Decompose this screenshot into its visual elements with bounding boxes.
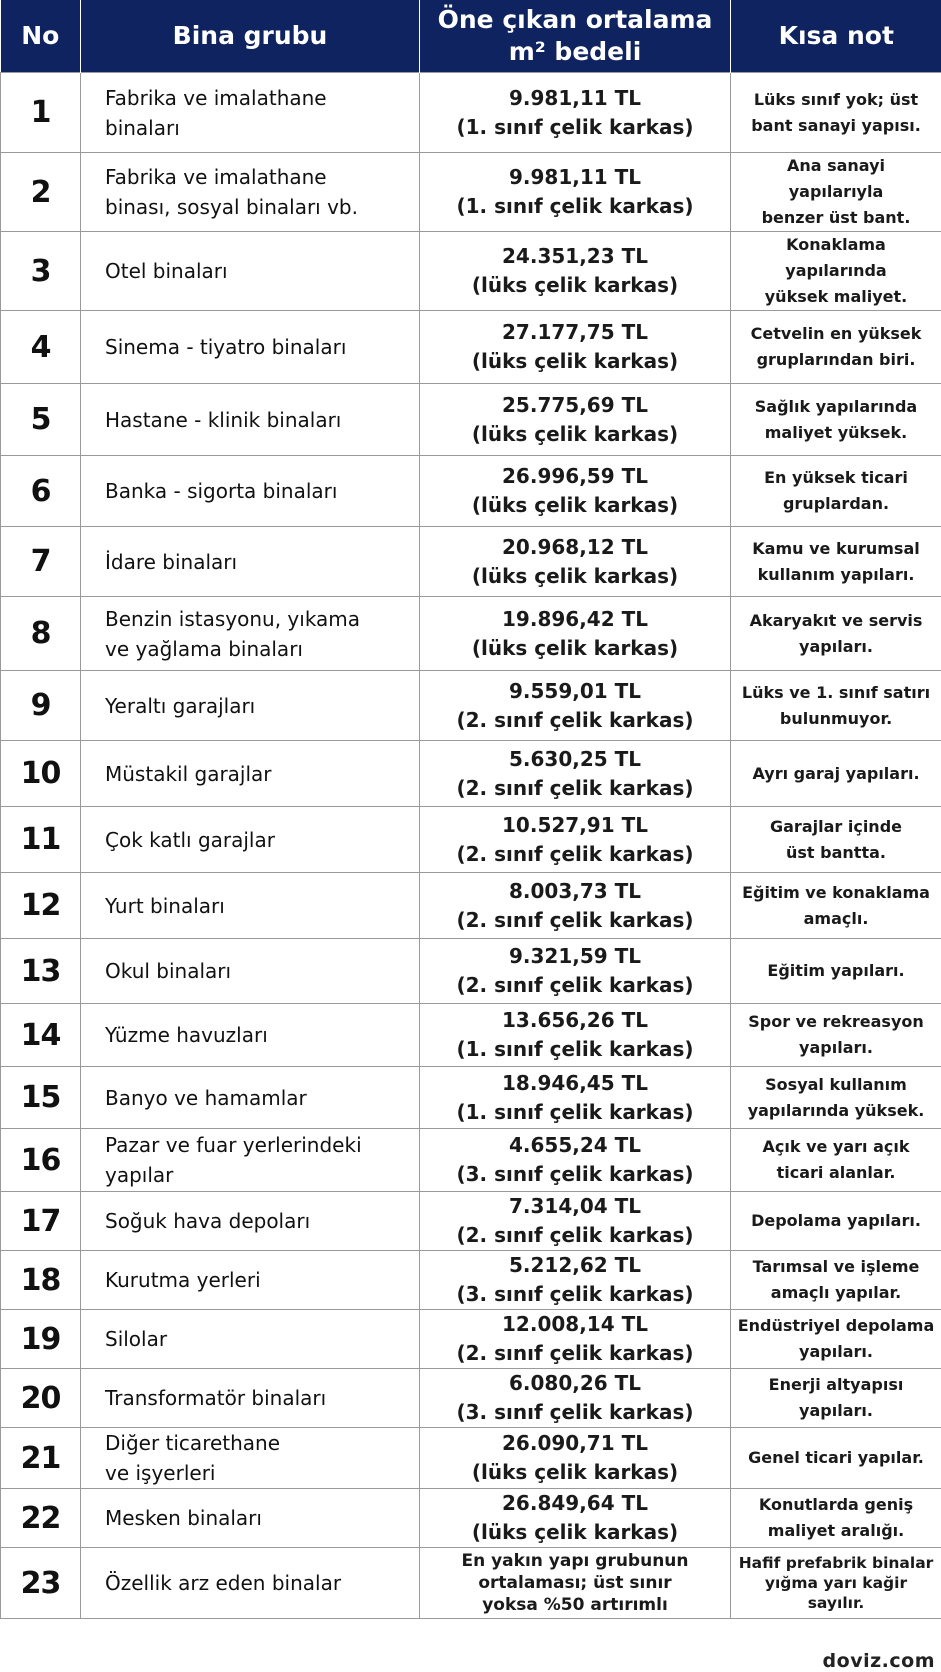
average-cost (420, 1548, 731, 1619)
building-group-text: Müstakil garajlar (105, 761, 272, 786)
short-note-text: Kamu ve kurumsal kullanım yapıları. (752, 538, 920, 584)
average-cost-text: 4.655,24 TL (3. sınıf çelik karkas) (456, 1133, 694, 1186)
short-note-text: Ana sanayi yapılarıyla benzer üst bant. (761, 156, 911, 227)
average-cost-text: 5.212,62 TL (3. sınıf çelik karkas) (456, 1253, 694, 1306)
row-number-text: 3 (30, 253, 51, 289)
short-note-text: Sağlık yapılarında maliyet yüksek. (754, 396, 918, 442)
row-number-text: 14 (20, 1017, 61, 1053)
average-cost (420, 807, 731, 873)
average-cost (420, 671, 731, 741)
average-cost-text: 18.946,45 TL (1. sınıf çelik karkas) (456, 1070, 694, 1124)
average-cost-text: 10.527,91 TL (2. sınıf çelik karkas) (456, 812, 694, 866)
row-number-text: 13 (20, 953, 61, 989)
table-row (1, 153, 941, 232)
average-cost-text: 20.968,12 TL (lüks çelik karkas) (471, 534, 679, 588)
short-note (731, 873, 941, 939)
table-body (1, 73, 941, 1619)
row-number (1, 1369, 81, 1428)
short-note (731, 1129, 941, 1192)
building-group-text: Yeraltı garajları (105, 693, 256, 718)
table-header-row (1, 0, 941, 73)
table-row (1, 671, 941, 741)
row-number (1, 873, 81, 939)
table-row (1, 311, 941, 384)
short-note-text: Genel ticari yapılar. (748, 1448, 924, 1467)
row-number (1, 1251, 81, 1310)
row-number (1, 1428, 81, 1489)
average-cost-text: 7.314,04 TL (2. sınıf çelik karkas) (456, 1194, 694, 1247)
building-group (81, 232, 420, 311)
building-group (81, 527, 420, 597)
average-cost-text: 9.981,11 TL (1. sınıf çelik karkas) (456, 85, 694, 139)
short-note (731, 153, 941, 232)
building-group-text: Hastane - klinik binaları (105, 407, 342, 432)
short-note (731, 1067, 941, 1129)
short-note-text: Garajlar içinde üst bantta. (770, 816, 902, 862)
row-number (1, 807, 81, 873)
average-cost-text: 5.630,25 TL (2. sınıf çelik karkas) (456, 746, 694, 800)
row-number (1, 153, 81, 232)
average-cost (420, 73, 731, 153)
average-cost-text: 8.003,73 TL (2. sınıf çelik karkas) (456, 878, 694, 932)
row-number (1, 527, 81, 597)
row-number-text: 20 (20, 1380, 61, 1416)
table-row (1, 384, 941, 456)
row-number (1, 671, 81, 741)
table-row (1, 1251, 941, 1310)
average-cost (420, 232, 731, 311)
short-note (731, 73, 941, 153)
average-cost (420, 384, 731, 456)
short-note (731, 1004, 941, 1067)
table-row (1, 597, 941, 671)
building-group-text: Sinema - tiyatro binaları (105, 335, 347, 359)
table-row (1, 1067, 941, 1129)
short-note (731, 939, 941, 1004)
short-note-text: Tarımsal ve işleme amaçlı yapılar. (752, 1257, 920, 1302)
building-group-text: Silolar (105, 1327, 168, 1351)
building-group (81, 1129, 420, 1192)
table-row (1, 873, 941, 939)
short-note-text: Akaryakıt ve servis yapıları. (749, 610, 923, 656)
table-row (1, 1129, 941, 1192)
row-number (1, 311, 81, 384)
short-note-text: Eğitim ve konaklama amaçlı. (742, 882, 930, 928)
short-note (731, 456, 941, 527)
average-cost (420, 1129, 731, 1192)
row-number-text: 7 (30, 544, 51, 579)
short-note-text: Ayrı garaj yapıları. (752, 763, 920, 783)
average-cost-text: 9.559,01 TL (2. sınıf çelik karkas) (456, 678, 694, 732)
row-number-text: 6 (30, 473, 51, 509)
average-cost (420, 1369, 731, 1428)
row-number (1, 456, 81, 527)
building-group (81, 1548, 420, 1619)
table-row (1, 1548, 941, 1619)
building-group (81, 1192, 420, 1251)
row-number-text: 1 (30, 95, 51, 130)
building-group (81, 1251, 420, 1310)
short-note (731, 1192, 941, 1251)
row-number-text: 18 (20, 1262, 61, 1298)
header-note: Kısa not (731, 0, 941, 73)
row-number (1, 73, 81, 153)
building-group (81, 1004, 420, 1067)
row-number-text: 4 (30, 329, 51, 365)
short-note-text: Açık ve yarı açık ticari alanlar. (762, 1137, 910, 1182)
row-number-text: 19 (20, 1321, 61, 1357)
building-group-text: Çok katlı garajlar (105, 827, 275, 852)
short-note (731, 671, 941, 741)
row-number (1, 1548, 81, 1619)
row-number (1, 741, 81, 807)
average-cost (420, 1489, 731, 1548)
row-number (1, 1310, 81, 1369)
average-cost (420, 527, 731, 597)
average-cost-text: 27.177,75 TL (lüks çelik karkas) (471, 320, 679, 373)
row-number-text: 16 (20, 1142, 61, 1178)
row-number-text: 9 (30, 688, 51, 723)
table-row (1, 1369, 941, 1428)
table-row (1, 939, 941, 1004)
table-row (1, 232, 941, 311)
average-cost (420, 1192, 731, 1251)
row-number (1, 1004, 81, 1067)
average-cost-text: En yakın yapı grubunun ortalaması; üst sınır yoksa %50 artırımlı (461, 1551, 689, 1615)
average-cost (420, 597, 731, 671)
row-number (1, 232, 81, 311)
average-cost-text: 9.981,11 TL (1. sınıf çelik karkas) (456, 165, 694, 218)
building-group-text: Transformatör binaları (105, 1386, 327, 1410)
short-note (731, 311, 941, 384)
building-group-text: Yüzme havuzları (105, 1023, 268, 1047)
average-cost-text: 24.351,23 TL (lüks çelik karkas) (471, 244, 679, 297)
short-note (731, 1548, 941, 1619)
table-row (1, 1192, 941, 1251)
row-number-text: 22 (20, 1500, 61, 1536)
row-number (1, 1489, 81, 1548)
short-note-text: Hafif prefabrik binalar yığma yarı kağir sayılır. (738, 1554, 934, 1612)
table-row (1, 741, 941, 807)
short-note-text: Endüstriyel depolama yapıları. (737, 1316, 935, 1361)
average-cost-text: 9.321,59 TL (2. sınıf çelik karkas) (456, 944, 694, 997)
short-note-text: Sosyal kullanım yapılarında yüksek. (747, 1074, 925, 1120)
average-cost (420, 1251, 731, 1310)
average-cost-text: 6.080,26 TL (3. sınıf çelik karkas) (456, 1371, 694, 1424)
row-number (1, 1192, 81, 1251)
short-note (731, 384, 941, 456)
building-group (81, 1489, 420, 1548)
building-group-text: Yurt binaları (105, 893, 225, 918)
short-note-text: Depolama yapıları. (751, 1211, 921, 1230)
average-cost (420, 741, 731, 807)
building-group (81, 1369, 420, 1428)
average-cost (420, 1004, 731, 1067)
row-number-text: 10 (20, 756, 61, 791)
short-note-text: Cetvelin en yüksek gruplarından biri. (750, 324, 922, 369)
average-cost-text: 25.775,69 TL (lüks çelik karkas) (471, 392, 679, 446)
building-group (81, 671, 420, 741)
average-cost-text: 26.090,71 TL (lüks çelik karkas) (471, 1431, 679, 1484)
building-group (81, 873, 420, 939)
short-note-text: Enerji altyapısı yapıları. (768, 1375, 904, 1420)
building-group (81, 1067, 420, 1129)
average-cost (420, 1428, 731, 1489)
row-number-text: 17 (20, 1203, 61, 1239)
watermark: doviz.com (822, 1650, 935, 1672)
row-number-text: 8 (30, 616, 51, 651)
short-note-text: Eğitim yapıları. (767, 961, 905, 980)
building-group (81, 1428, 420, 1489)
table-row (1, 1489, 941, 1548)
short-note-text: Konutlarda geniş maliyet aralığı. (758, 1495, 914, 1540)
average-cost-text: 13.656,26 TL (1. sınıf çelik karkas) (456, 1008, 694, 1061)
average-cost-text: 26.849,64 TL (lüks çelik karkas) (471, 1491, 679, 1544)
table-row (1, 527, 941, 597)
average-cost-text: 12.008,14 TL (2. sınıf çelik karkas) (456, 1312, 694, 1365)
building-group (81, 456, 420, 527)
header-cost: Öne çıkan ortalama m² bedeli (420, 0, 731, 73)
average-cost (420, 153, 731, 232)
row-number (1, 939, 81, 1004)
row-number-text: 2 (30, 174, 51, 210)
short-note-text: En yüksek ticari gruplardan. (764, 468, 908, 513)
row-number-text: 12 (20, 888, 61, 923)
building-group (81, 153, 420, 232)
row-number-text: 5 (30, 402, 51, 437)
building-group-text: Soğuk hava depoları (105, 1209, 311, 1233)
short-note (731, 1369, 941, 1428)
short-note (731, 527, 941, 597)
table-row (1, 456, 941, 527)
building-group-text: Benzin istasyonu, yıkama ve yağlama binaları (105, 606, 361, 661)
row-number (1, 384, 81, 456)
row-number (1, 597, 81, 671)
short-note-text: Spor ve rekreasyon yapıları. (748, 1012, 924, 1057)
average-cost (420, 873, 731, 939)
building-group (81, 73, 420, 153)
building-group (81, 384, 420, 456)
short-note (731, 1489, 941, 1548)
building-group-text: Mesken binaları (105, 1506, 262, 1530)
building-group-text: Otel binaları (105, 259, 228, 283)
building-group-text: Pazar ve fuar yerlerindeki yapılar (105, 1133, 362, 1187)
short-note-text: Lüks sınıf yok; üst bant sanayi yapısı. (751, 89, 921, 135)
row-number-text: 15 (20, 1080, 61, 1115)
building-group-text: Banka - sigorta binaları (105, 479, 338, 503)
short-note (731, 1310, 941, 1369)
building-group (81, 807, 420, 873)
short-note (731, 597, 941, 671)
row-number-text: 23 (20, 1565, 61, 1601)
table-row (1, 1310, 941, 1369)
row-number (1, 1129, 81, 1192)
short-note-text: Konaklama yapılarında yüksek maliyet. (764, 235, 908, 306)
header-no: No (1, 0, 81, 73)
row-number (1, 1067, 81, 1129)
header-group: Bina grubu (81, 0, 420, 73)
average-cost (420, 939, 731, 1004)
table-row (1, 807, 941, 873)
building-group-text: Diğer ticarethane ve işyerleri (105, 1431, 281, 1485)
short-note (731, 1428, 941, 1489)
building-group-text: Fabrika ve imalathane binaları (105, 85, 327, 140)
short-note (731, 232, 941, 311)
average-cost (420, 456, 731, 527)
short-note (731, 807, 941, 873)
building-group-text: Kurutma yerleri (105, 1268, 261, 1292)
average-cost-text: 19.896,42 TL (lüks çelik karkas) (471, 606, 679, 660)
row-number-text: 11 (20, 822, 61, 857)
row-number-text: 21 (20, 1440, 61, 1476)
short-note (731, 741, 941, 807)
building-group (81, 311, 420, 384)
building-group-text: Okul binaları (105, 959, 232, 983)
building-group (81, 597, 420, 671)
building-group-text: İdare binaları (105, 549, 238, 574)
average-cost (420, 1067, 731, 1129)
building-group (81, 939, 420, 1004)
building-group-text: Banyo ve hamamlar (105, 1085, 307, 1110)
building-group (81, 741, 420, 807)
table-row (1, 73, 941, 153)
building-group-text: Özellik arz eden binalar (105, 1571, 342, 1595)
building-group (81, 1310, 420, 1369)
building-group-text: Fabrika ve imalathane binası, sosyal binaları vb. (105, 165, 358, 219)
table-row (1, 1004, 941, 1067)
short-note (731, 1251, 941, 1310)
short-note-text: Lüks ve 1. sınıf satırı bulunmuyor. (741, 682, 931, 728)
average-cost (420, 1310, 731, 1369)
table-row (1, 1428, 941, 1489)
average-cost (420, 311, 731, 384)
average-cost-text: 26.996,59 TL (lüks çelik karkas) (471, 464, 679, 517)
